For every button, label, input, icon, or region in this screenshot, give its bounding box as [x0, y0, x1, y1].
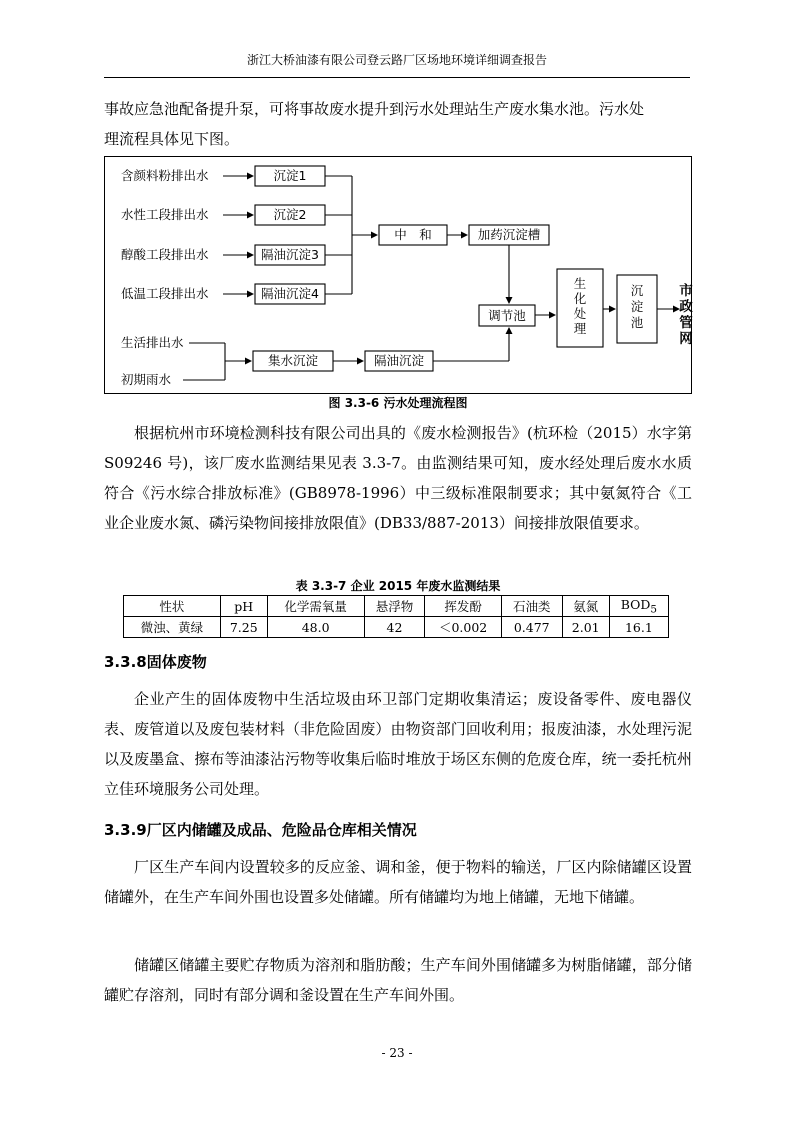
settle-label-2: 沉淀2 — [273, 207, 307, 222]
domestic-label: 生活排出水 — [121, 335, 184, 350]
section-3-3-9-title: 3.3.9厂区内储罐及成品、危险品仓库相关情况 — [104, 821, 417, 839]
section-3-3-8-title: 3.3.8固体废物 — [104, 653, 207, 671]
wastewater-results-table — [123, 595, 669, 638]
source-label-2: 水性工段排出水 — [121, 207, 209, 222]
table-header-cell: 挥发酚 — [425, 596, 501, 617]
bio-char-3: 处 — [573, 306, 587, 321]
tank-paragraph-2: 储罐区储罐主要贮存物质为溶剂和脂肪酸；生产车间外围储罐多为树脂储罐，部分储罐贮存溶剂，同时有部分调和釜设置在生产车间外围。 — [104, 956, 692, 1004]
source-label-4: 低温工段排出水 — [121, 286, 209, 301]
bod-label: BOD — [620, 596, 651, 612]
outfall-char-1: 市 — [679, 283, 693, 299]
table-cell: 48.0 — [267, 617, 364, 638]
table-cell: 42 — [364, 617, 425, 638]
collect-label: 集水沉淀 — [267, 353, 319, 368]
table-row — [124, 617, 669, 638]
bio-char-2: 化 — [573, 291, 587, 306]
sediment-char-3: 池 — [630, 315, 644, 330]
table-cell: 0.477 — [501, 617, 562, 638]
bio-char-4: 理 — [573, 321, 587, 336]
settle-label-1: 沉淀1 — [273, 168, 307, 183]
table-header-cell: 石油类 — [501, 596, 562, 617]
page-number: - 23 - — [381, 1046, 413, 1060]
oil-sep-label: 隔油沉淀 — [373, 353, 425, 368]
table-header-cell-bod — [609, 596, 668, 617]
table-cell: 7.25 — [220, 617, 267, 638]
neutralize-label: 中 和 — [394, 227, 432, 242]
regulating-tank-label: 调节池 — [488, 308, 526, 323]
dosing-tank-label: 加药沉淀槽 — [477, 227, 541, 242]
table-header-cell: 氨氮 — [562, 596, 609, 617]
settle-label-4: 隔油沉淀4 — [261, 286, 319, 301]
monitoring-paragraph: 根据杭州市环境检测科技有限公司出具的《废水检测报告》(杭环检（2015）水字第 S09246 号)，该厂废水监测结果见表 3.3-7。由监测结果可知，废水经处理后废水水质符合《污水综合排放标准》(GB8978-1996）中三级标准限制要求；其中氨氮符合《工业企业废水氮、磷污染物间接排放限值》(DB33/887-2013）间接排放限值要求。 — [104, 424, 692, 532]
page-header: 浙江大桥油漆有限公司登云路厂区场地环境详细调查报告 — [104, 52, 690, 78]
outfall-char-4: 网 — [679, 331, 693, 347]
table-header-cell: 性状 — [124, 596, 221, 617]
wastewater-flowchart — [104, 156, 692, 394]
table-header-cell: 悬浮物 — [364, 596, 425, 617]
sediment-char-1: 沉 — [630, 283, 644, 298]
table-cell: ＜0.002 — [425, 617, 501, 638]
table-header-row — [124, 596, 669, 617]
table-caption: 表 3.3-7 企业 2015 年废水监测结果 — [295, 579, 501, 593]
intro-paragraph — [104, 94, 692, 154]
bod-subscript: 5 — [650, 603, 658, 616]
solid-waste-paragraph: 企业产生的固体废物中生活垃圾由环卫部门定期收集清运；废设备零件、废电器仪表、废管道以及废包装材料（非危险固废）由物资部门回收利用；报废油漆，水处理污泥以及废墨盒、擦布等油漆沾污物等收集后临时堆放于场区东侧的危废仓库，统一委托杭州立佳环境服务公司处理。 — [104, 690, 692, 798]
settle-label-3: 隔油沉淀3 — [261, 247, 319, 262]
bio-char-1: 生 — [573, 276, 587, 291]
table-header-cell: pH — [220, 596, 267, 617]
table-header-cell: 化学需氧量 — [267, 596, 364, 617]
intro-line-1: 事故应急池配备提升泵，可将事故废水提升到污水处理站生产废水集水池。污水处 — [104, 100, 645, 118]
source-label-1: 含颜料粉排出水 — [121, 168, 209, 183]
tank-paragraph-1: 厂区生产车间内设置较多的反应釜、调和釜，便于物料的输送，厂区内除储罐区设置储罐外，在生产车间外围也设置多处储罐。所有储罐均为地上储罐，无地下储罐。 — [104, 858, 692, 906]
intro-line-2: 理流程具体见下图。 — [104, 130, 240, 148]
outfall-char-2: 政 — [679, 299, 693, 315]
table-cell: 2.01 — [562, 617, 609, 638]
rain-label: 初期雨水 — [121, 372, 172, 387]
source-label-3: 醇酸工段排出水 — [121, 247, 209, 262]
table-cell: 微浊、黄绿 — [124, 617, 221, 638]
flowchart-canvas — [105, 157, 693, 395]
figure-caption: 图 3.3-6 污水处理流程图 — [328, 396, 468, 410]
table-cell: 16.1 — [609, 617, 668, 638]
outfall-char-3: 管 — [679, 315, 693, 331]
sediment-char-2: 淀 — [630, 299, 644, 314]
